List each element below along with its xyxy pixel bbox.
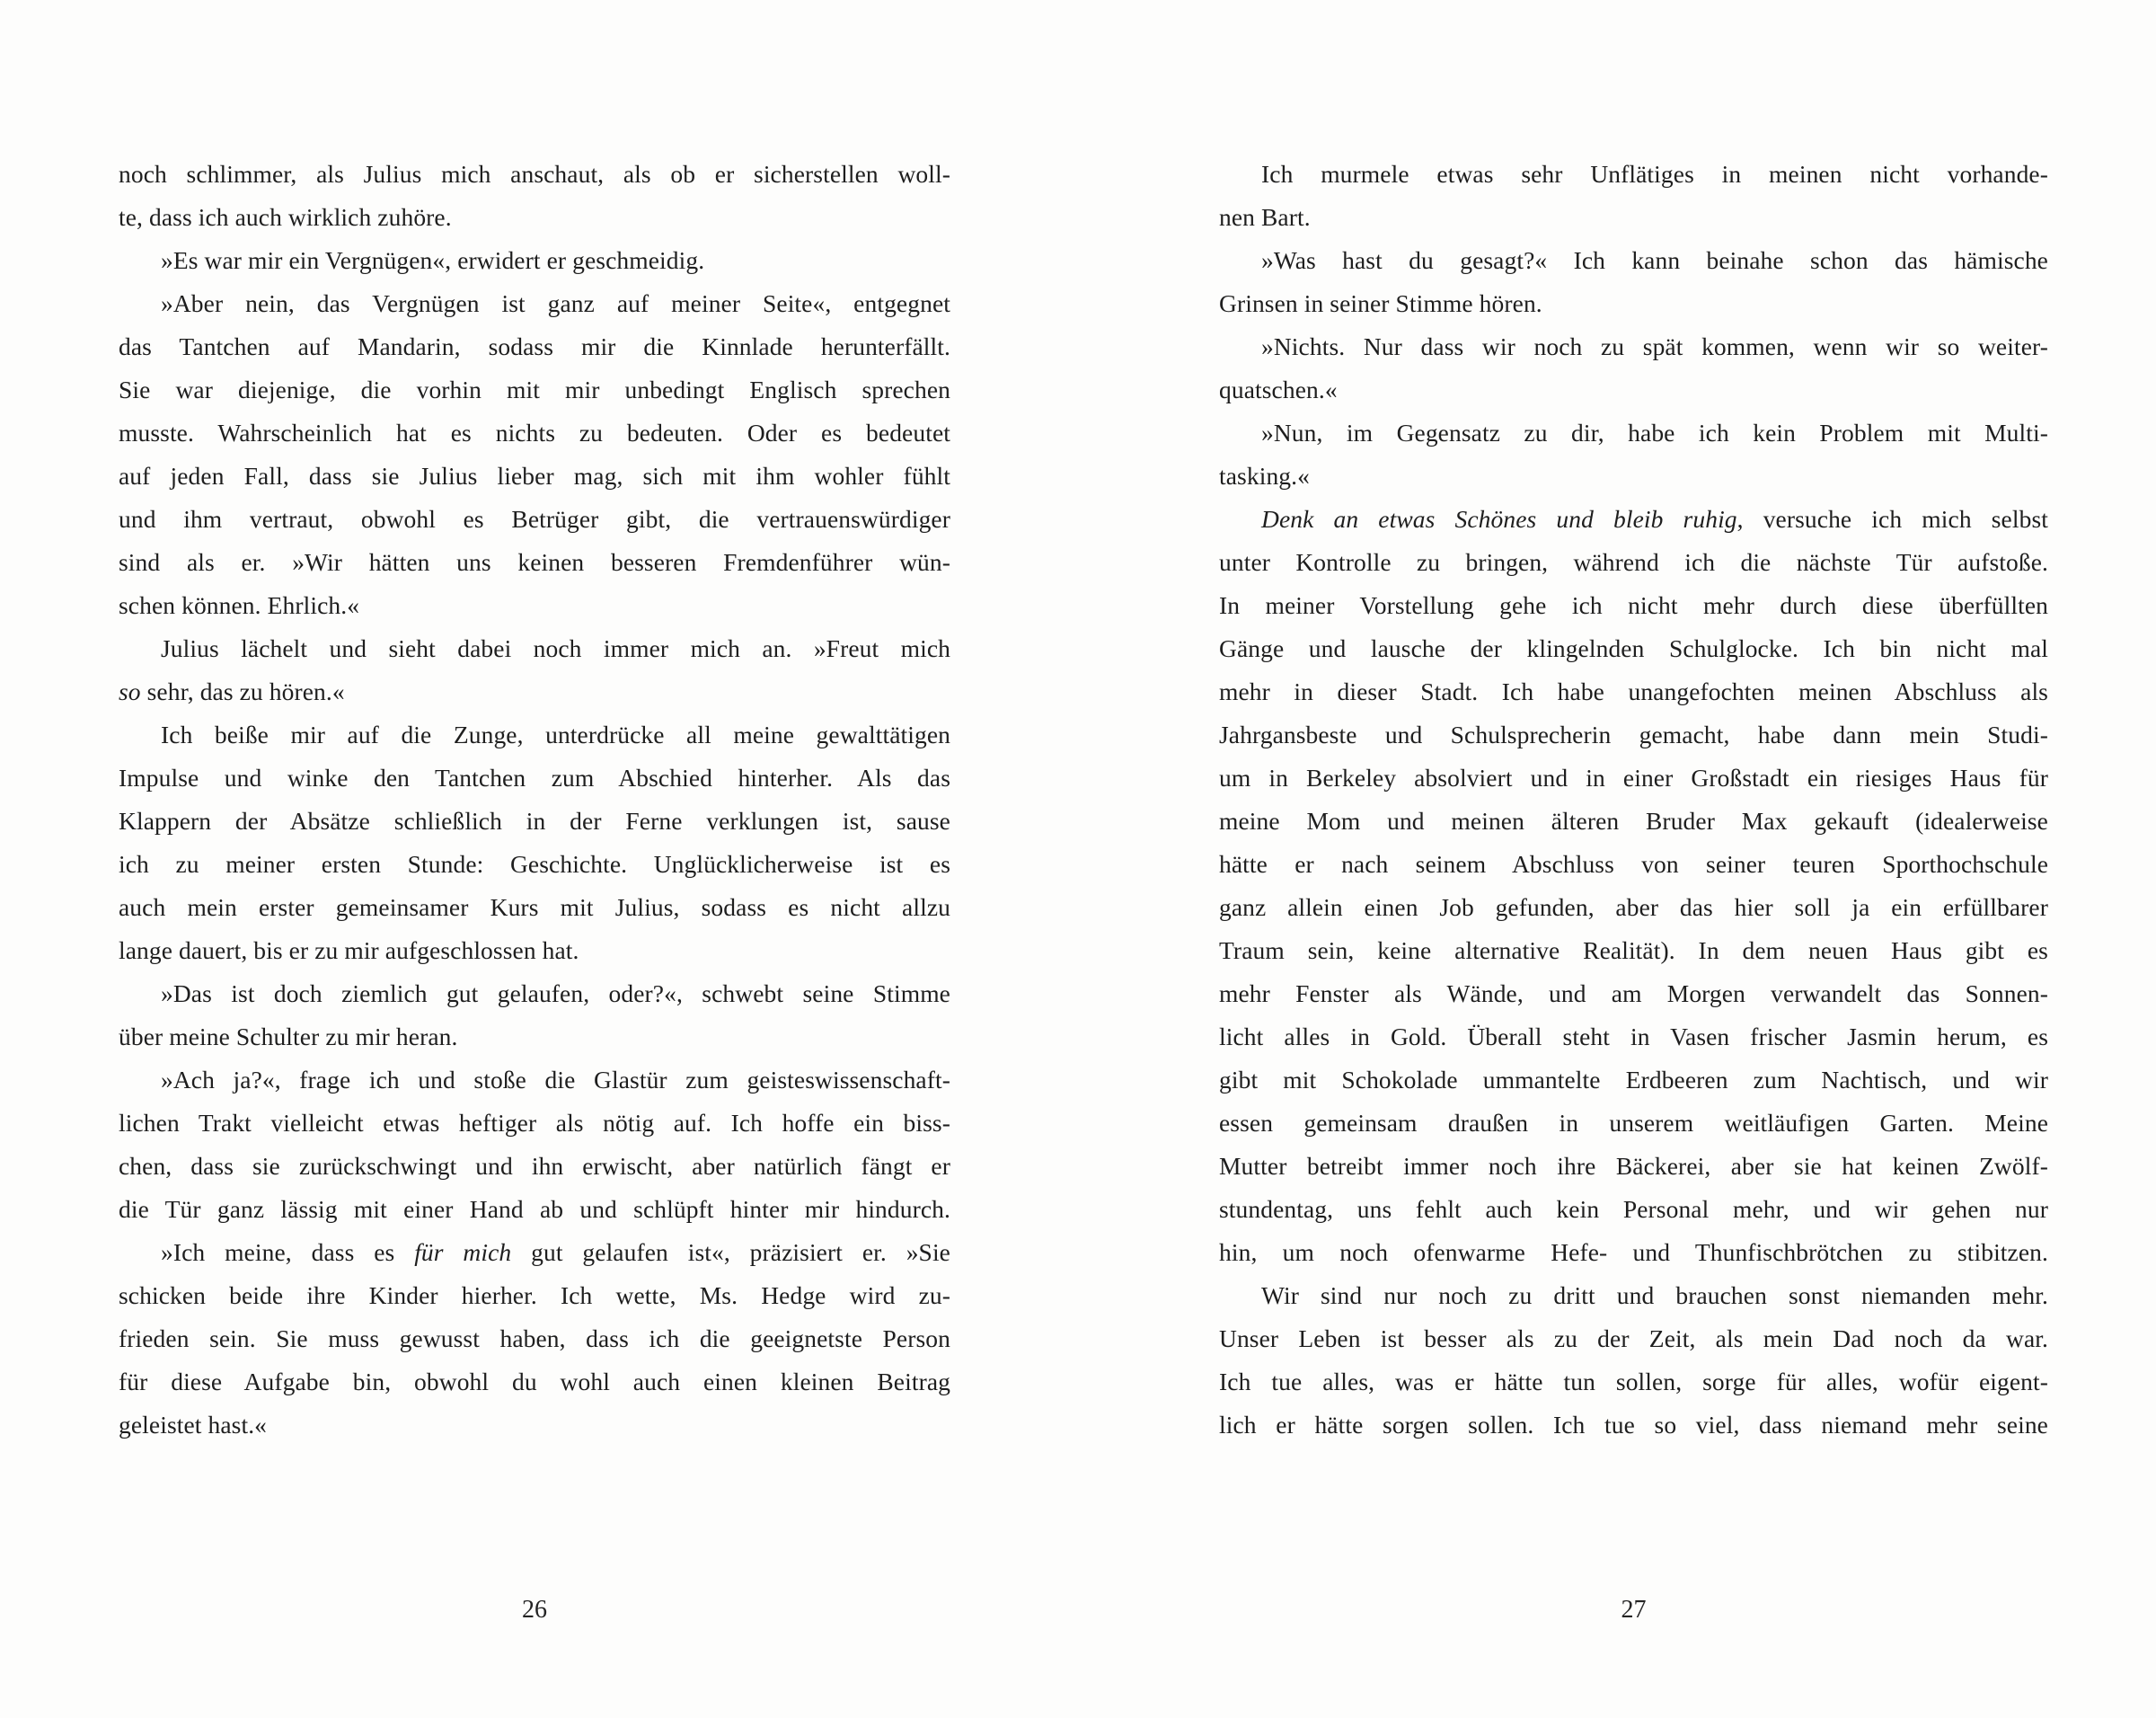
text-run: musste. Wahrscheinlich hat es nichts zu bedeuten. Oder es bedeutet xyxy=(119,419,950,447)
text-line xyxy=(119,498,950,541)
text-line xyxy=(1219,282,2048,325)
text-line xyxy=(1219,584,2048,627)
text-run: auch mein erster gemeinsamer Kurs mit Julius, sodass es nicht allzu xyxy=(119,893,950,921)
text-line xyxy=(119,800,950,843)
text-run: nen Bart. xyxy=(1219,203,1311,231)
text-run: unter Kontrolle zu bringen, während ich die nächste Tür aufstoße. xyxy=(1219,548,2048,576)
italic-text: Denk an etwas Schönes und bleib ruhig xyxy=(1261,505,1737,533)
text-run: essen gemeinsam draußen in unserem weitläufigen Garten. Meine xyxy=(1219,1109,2048,1137)
text-line xyxy=(119,153,950,196)
text-run: schen können. Ehrlich.« xyxy=(119,591,360,619)
text-line xyxy=(1219,843,2048,886)
text-run: »Nun, im Gegensatz zu dir, habe ich kein Problem mit Multi- xyxy=(1261,419,2048,447)
text-run: hätte er nach seinem Abschluss von seiner teuren Sporthochschule xyxy=(1219,850,2048,878)
text-run: chen, dass sie zurückschwingt und ihn erwischt, aber natürlich fängt er xyxy=(119,1152,950,1180)
text-run: mehr Fenster als Wände, und am Morgen verwandelt das Sonnen- xyxy=(1219,979,2048,1007)
text-line xyxy=(119,584,950,627)
text-run: schicken beide ihre Kinder hierher. Ich wette, Ms. Hedge wird zu- xyxy=(119,1281,950,1309)
page-right xyxy=(1219,0,2048,1718)
text-run: sind als er. »Wir hätten uns keinen besseren Fremdenführer wün- xyxy=(119,548,950,576)
text-run: Ich beiße mir auf die Zunge, unterdrücke all meine gewalttätigen xyxy=(161,721,950,748)
text-run: stundentag, uns fehlt auch kein Personal mehr, und wir gehen nur xyxy=(1219,1195,2048,1223)
text-line xyxy=(119,627,950,670)
text-line xyxy=(119,196,950,239)
text-run: Klappern der Absätze schließlich in der Ferne verklungen ist, sause xyxy=(119,807,950,835)
text-line xyxy=(1219,670,2048,713)
page-right-text xyxy=(1219,153,2048,1447)
text-line xyxy=(119,886,950,929)
text-run: Wir sind nur noch zu dritt und brauchen sonst niemanden mehr. xyxy=(1261,1281,2048,1309)
text-run: Julius lächelt und sieht dabei noch immer mich an. »Freut mich xyxy=(161,634,950,662)
text-line xyxy=(119,1317,950,1360)
text-run: »Ach ja?«, frage ich und stoße die Glastür zum geisteswissenschaft- xyxy=(161,1066,950,1094)
text-run: »Das ist doch ziemlich gut gelaufen, oder?«, schwebt seine Stimme xyxy=(161,979,950,1007)
text-line xyxy=(1219,498,2048,541)
text-run: Ich tue alles, was er hätte tun sollen, sorge für alles, wofür eigent- xyxy=(1219,1368,2048,1395)
text-line xyxy=(1219,239,2048,282)
page-left-text xyxy=(119,153,950,1447)
page-number-right: 27 xyxy=(1621,1596,1647,1624)
text-run: Gänge und lausche der klingelnden Schulglocke. Ich bin nicht mal xyxy=(1219,634,2048,662)
text-line xyxy=(119,1015,950,1058)
text-line xyxy=(119,972,950,1015)
text-line xyxy=(119,670,950,713)
page-left xyxy=(119,0,950,1718)
text-run: die Tür ganz lässig mit einer Hand ab und schlüpft hinter mir hindurch. xyxy=(119,1195,950,1223)
text-line xyxy=(119,1058,950,1102)
text-line xyxy=(1219,412,2048,455)
text-line xyxy=(1219,1274,2048,1317)
page-number-left: 26 xyxy=(522,1596,547,1624)
text-line xyxy=(1219,886,2048,929)
text-run: Unser Leben ist besser als zu der Zeit, als mein Dad noch da war. xyxy=(1219,1324,2048,1352)
text-line xyxy=(1219,627,2048,670)
text-line xyxy=(119,541,950,584)
text-run: das Tantchen auf Mandarin, sodass mir die Kinnlade herunterfällt. xyxy=(119,332,950,360)
text-run: lange dauert, bis er zu mir aufgeschlossen hat. xyxy=(119,936,579,964)
text-run: gut gelaufen ist«, präzisiert er. »Sie xyxy=(511,1238,950,1266)
text-run: licht alles in Gold. Überall steht in Vasen frischer Jasmin herum, es xyxy=(1219,1023,2048,1050)
text-run: über meine Schulter zu mir heran. xyxy=(119,1023,458,1050)
text-run: für diese Aufgabe bin, obwohl du wohl auch einen kleinen Beitrag xyxy=(119,1368,950,1395)
text-run: ganz allein einen Job gefunden, aber das hier soll ja ein erfüllbarer xyxy=(1219,893,2048,921)
text-line xyxy=(119,1102,950,1145)
text-run: um in Berkeley absolviert und in einer Großstadt ein riesiges Haus für xyxy=(1219,764,2048,792)
text-line xyxy=(119,455,950,498)
text-run: tasking.« xyxy=(1219,462,1310,490)
italic-text: für mich xyxy=(414,1238,512,1266)
text-run: auf jeden Fall, dass sie Julius lieber mag, sich mit ihm wohler fühlt xyxy=(119,462,950,490)
text-run: Ich murmele etwas sehr Unflätiges in meinen nicht vorhande- xyxy=(1261,160,2048,188)
text-run: Jahrgansbeste und Schulsprecherin gemacht, habe dann mein Studi- xyxy=(1219,721,2048,748)
text-line xyxy=(1219,800,2048,843)
text-line xyxy=(1219,929,2048,972)
text-run: »Es war mir ein Vergnügen«, erwidert er geschmeidig. xyxy=(161,246,705,274)
text-line xyxy=(1219,196,2048,239)
text-line xyxy=(1219,713,2048,757)
text-line xyxy=(1219,757,2048,800)
text-line xyxy=(119,929,950,972)
text-run: hin, um noch ofenwarme Hefe- und Thunfischbrötchen zu stibitzen. xyxy=(1219,1238,2048,1266)
text-line xyxy=(119,843,950,886)
text-line xyxy=(119,325,950,368)
text-run: Impulse und winke den Tantchen zum Abschied hinterher. Als das xyxy=(119,764,950,792)
text-line xyxy=(1219,1404,2048,1447)
text-run: ich zu meiner ersten Stunde: Geschichte. Unglücklicherweise ist es xyxy=(119,850,950,878)
text-run: quatschen.« xyxy=(1219,376,1338,403)
text-line xyxy=(119,1360,950,1404)
text-line xyxy=(119,1145,950,1188)
text-line xyxy=(1219,1317,2048,1360)
text-line xyxy=(1219,1058,2048,1102)
text-run: sehr, das zu hören.« xyxy=(140,677,345,705)
text-line xyxy=(1219,1360,2048,1404)
text-run: »Was hast du gesagt?« Ich kann beinahe schon das hämische xyxy=(1261,246,2048,274)
text-run: te, dass ich auch wirklich zuhöre. xyxy=(119,203,452,231)
text-run: lichen Trakt vielleicht etwas heftiger als nötig auf. Ich hoffe ein biss- xyxy=(119,1109,950,1137)
text-line xyxy=(1219,1231,2048,1274)
text-run: In meiner Vorstellung gehe ich nicht mehr durch diese überfüllten xyxy=(1219,591,2048,619)
text-run: , versuche ich mich selbst xyxy=(1736,505,2048,533)
text-line xyxy=(1219,153,2048,196)
text-run: »Ich meine, dass es xyxy=(161,1238,415,1266)
text-run: noch schlimmer, als Julius mich anschaut, als ob er sicherstellen woll- xyxy=(119,160,950,188)
text-run: frieden sein. Sie muss gewusst haben, dass ich die geeignetste Person xyxy=(119,1324,950,1352)
text-line xyxy=(119,1404,950,1447)
text-line xyxy=(119,1274,950,1317)
text-run: meine Mom und meinen älteren Bruder Max gekauft (idealerweise xyxy=(1219,807,2048,835)
text-run: lich er hätte sorgen sollen. Ich tue so viel, dass niemand mehr seine xyxy=(1219,1411,2048,1439)
text-run: Traum sein, keine alternative Realität). In dem neuen Haus gibt es xyxy=(1219,936,2048,964)
text-run: geleistet hast.« xyxy=(119,1411,268,1439)
text-line xyxy=(1219,368,2048,412)
text-line xyxy=(119,757,950,800)
text-line xyxy=(119,239,950,282)
text-line xyxy=(119,713,950,757)
text-run: Sie war diejenige, die vorhin mit mir unbedingt Englisch sprechen xyxy=(119,376,950,403)
italic-text: so xyxy=(119,677,141,705)
text-run: gibt mit Schokolade ummantelte Erdbeeren zum Nachtisch, und wir xyxy=(1219,1066,2048,1094)
text-line xyxy=(119,368,950,412)
text-line xyxy=(1219,1015,2048,1058)
text-run: mehr in dieser Stadt. Ich habe unangefochten meinen Abschluss als xyxy=(1219,677,2048,705)
text-line xyxy=(1219,1102,2048,1145)
text-line xyxy=(1219,972,2048,1015)
text-run: »Nichts. Nur dass wir noch zu spät kommen, wenn wir so weiter- xyxy=(1261,332,2048,360)
text-line xyxy=(119,282,950,325)
text-line xyxy=(119,412,950,455)
text-line xyxy=(119,1188,950,1231)
text-line xyxy=(1219,325,2048,368)
text-run: »Aber nein, das Vergnügen ist ganz auf meiner Seite«, entgegnet xyxy=(161,289,950,317)
text-line xyxy=(1219,1145,2048,1188)
text-line xyxy=(1219,1188,2048,1231)
text-line xyxy=(119,1231,950,1274)
text-run: und ihm vertraut, obwohl es Betrüger gibt, die vertrauenswürdiger xyxy=(119,505,950,533)
text-line xyxy=(1219,455,2048,498)
text-run: Mutter betreibt immer noch ihre Bäckerei, aber sie hat keinen Zwölf- xyxy=(1219,1152,2048,1180)
text-line xyxy=(1219,541,2048,584)
text-run: Grinsen in seiner Stimme hören. xyxy=(1219,289,1542,317)
